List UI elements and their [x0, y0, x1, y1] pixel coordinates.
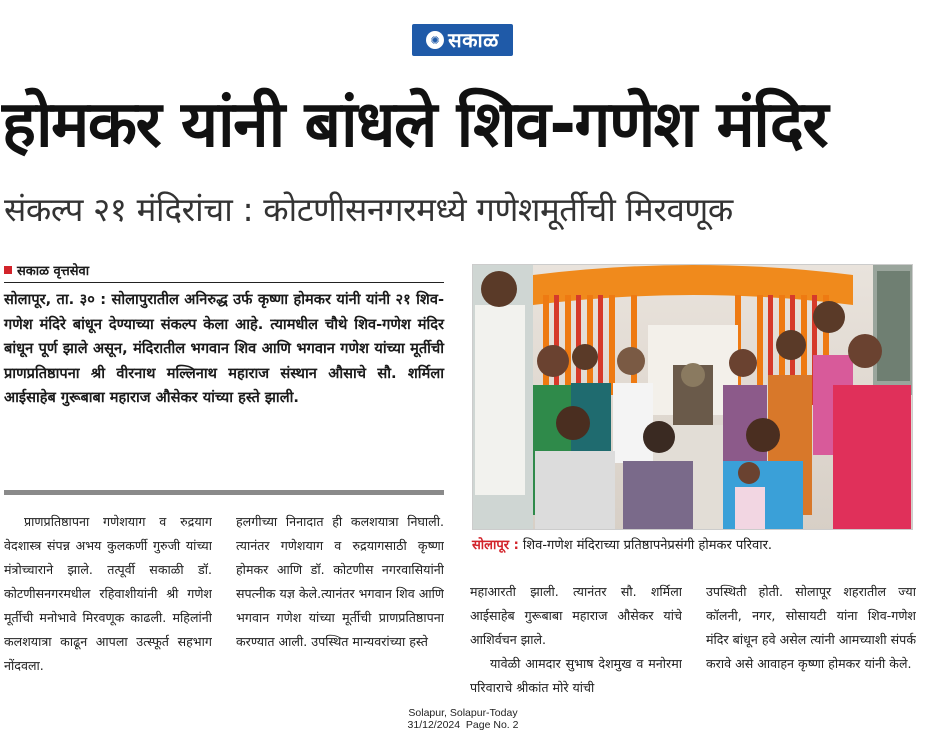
subheadline: संकल्प २१ मंदिरांचा : कोटणीसनगरमध्ये गणेशमूर्तीची मिरवणूक — [4, 190, 733, 229]
lead-paragraph: सोलापूर, ता. ३० : सोलापुरातील अनिरुद्ध उर्फ कृष्णा होमकर यांनी यांनी २१ शिव-गणेश मंदिरे बांधून देण्याच्या संकल्प केला आहे. त्यामधील चौथे शिव-गणेश मंदिर बांधून पूर्ण झाले असून, मंदिरातील भगवान शिव आणि भगवान गणेश यांच्या मूर्तीची प्राणप्रतिष्ठापना श्री वीरनाथ मल्लिनाथ महाराज संस्थान औसाचे सौ. शर्मिला आईसाहेब गुरूबाबा महाराज औसेकर यांच्या हस्ते झाली. — [4, 291, 444, 406]
column-3-paragraph-1: महाआरती झाली. त्यानंतर सौ. शर्मिला आईसाहेब गुरूबाबा महाराज औसेकर यांचे आशिर्वचन झाले. — [470, 584, 682, 647]
lead-divider — [4, 490, 444, 495]
column-3-paragraph-2: यावेळी आमदार सुभाष देशमुख व मनोरमा परिवाराचे श्रीकांत मोरे यांची — [470, 656, 682, 695]
group-photo — [472, 264, 913, 530]
byline-text: सकाळ वृत्तसेवा — [17, 264, 90, 279]
caption-text: शिव-गणेश मंदिराच्या प्रतिष्ठापनेप्रसंगी होमकर परिवार. — [518, 538, 773, 553]
article-column-3 — [470, 580, 682, 700]
caption-location: सोलापूर : — [472, 538, 519, 553]
headline: होमकर यांनी बांधले शिव-गणेश मंदिर — [2, 88, 828, 162]
byline — [4, 260, 89, 280]
footer-date-page: 31/12/2024 Page No. 2 — [407, 719, 519, 731]
photo-caption — [472, 536, 913, 556]
masthead-brand: सकाळ — [448, 28, 499, 52]
flame-logo-icon: ✺ — [426, 31, 444, 49]
masthead-logo — [412, 24, 513, 56]
article-column-4: उपस्थिती होती. सोलापूर शहरातील ज्या कॉलनी, नगर, सोसायटी यांना शिव-गणेश मंदिर बांधून हवे असेल त्यांनी आमच्याशी संपर्क करावे असे आवाहन कृष्णा होमकर यांनी केले. — [706, 584, 916, 671]
byline-divider — [4, 282, 444, 283]
article-column-1: प्राणप्रतिष्ठापना गणेशयाग व रुद्रयाग वेदशास्त्र संपन्न अभय कुलकर्णी गुरुजी यांच्या मंत्रोच्चाराने झाले. तत्पूर्वी सकाळी डॉ. कोटणीसनगरमधील रहिवाशीयांनी श्री गणेश मूर्तीची मनोभावे मिरवणूक काढली. महिलांनी कलशयात्रा काढून आपला उत्स्फूर्त सहभाग नोंदवला. — [4, 514, 212, 673]
article-column-2: हलगीच्या निनादात ही कलशयात्रा निघाली. त्यानंतर गणेशयाग व रुद्रयागसाठी कृष्णा होमकर आणि डॉ. कोटणीस नगरवासियांनी सपत्नीक यज्ञ केले.त्यानंतर भगवान शिव आणि भगवान गणेश यांच्या मूर्तीची प्राणप्रतिष्ठापना करण्यात आली. उपस्थित मान्यवरांच्या हस्ते — [236, 514, 444, 649]
footer-edition: Solapur, Solapur-Today — [408, 707, 518, 719]
square-bullet-icon — [4, 266, 12, 274]
page-footer — [300, 707, 626, 731]
